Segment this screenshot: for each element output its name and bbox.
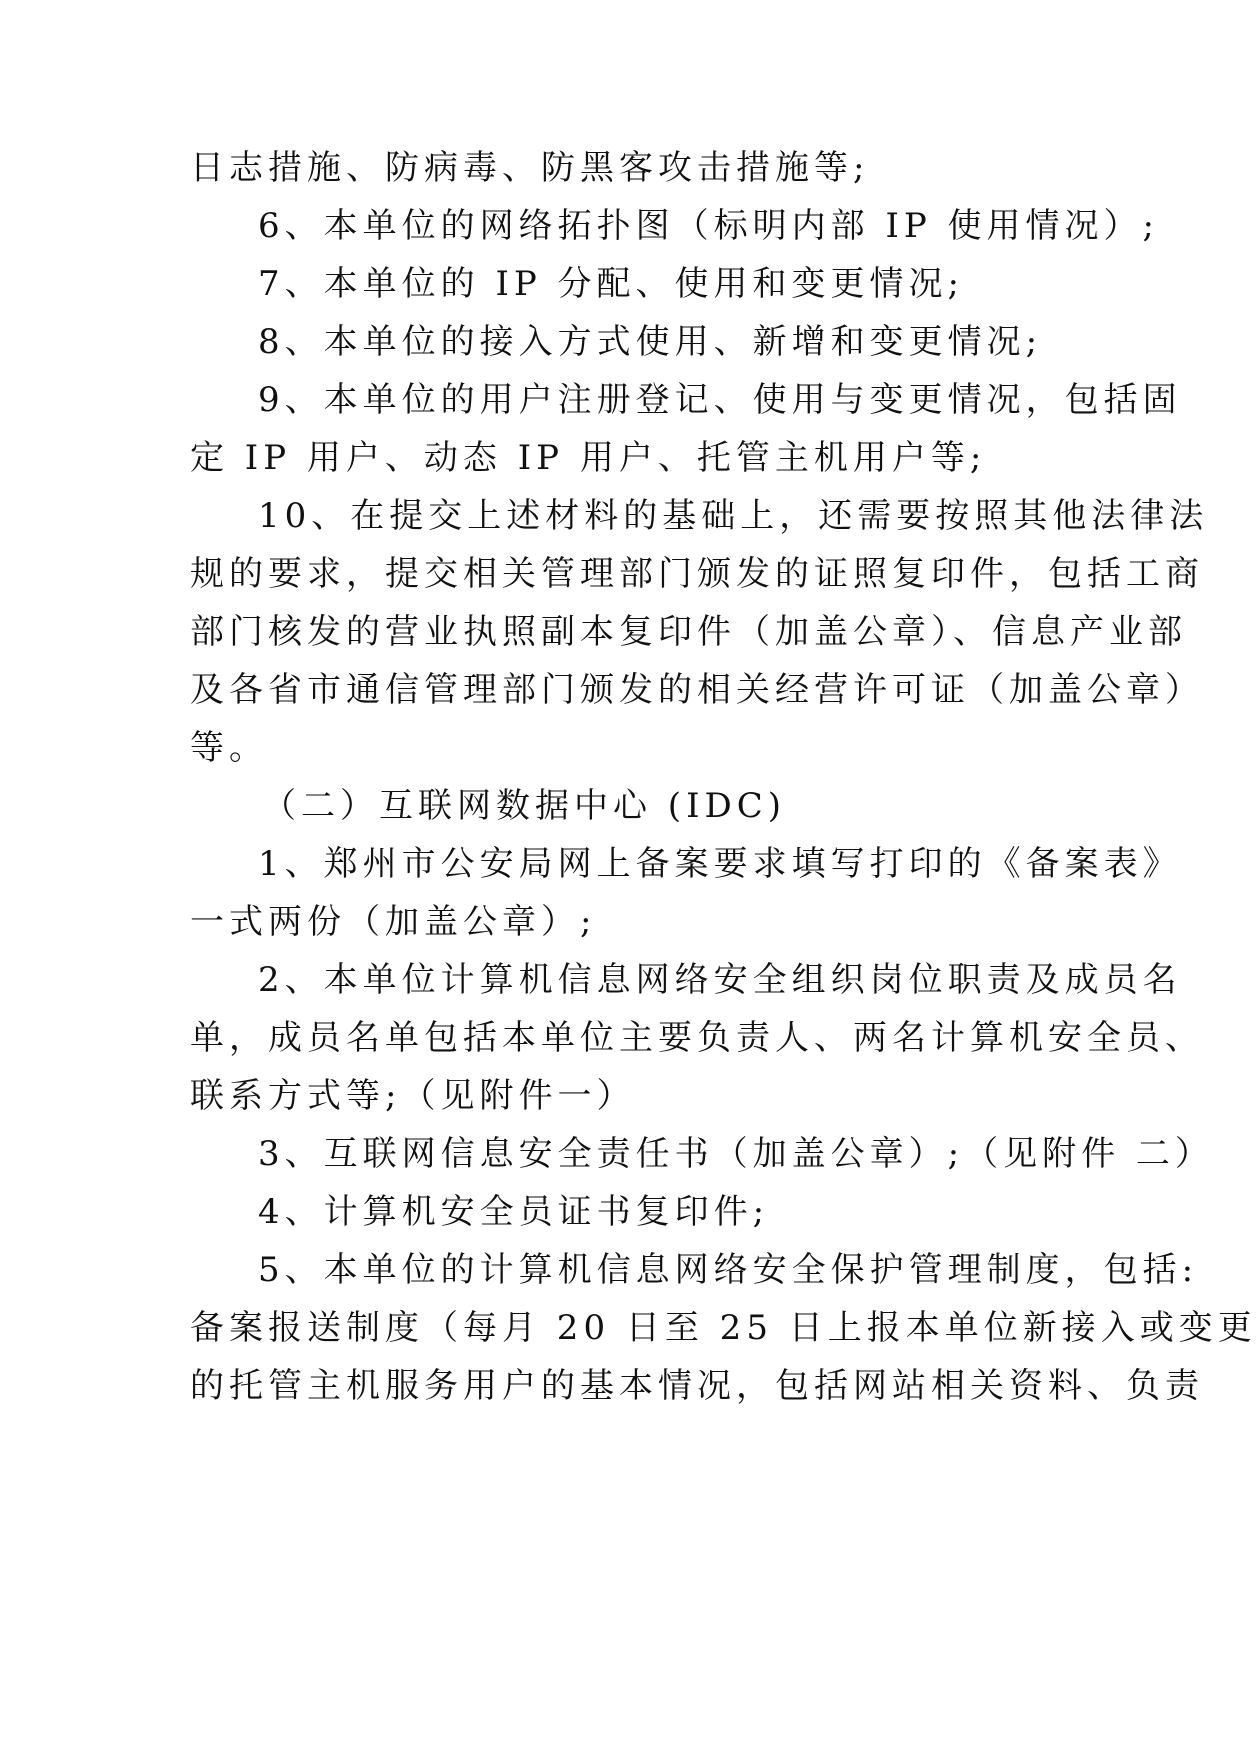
text-line: 的托管主机服务用户的基本情况，包括网站相关资料、负责 [190,1366,1204,1406]
text-line: 等。 [190,728,268,768]
text-line: 单，成员名单包括本单位主要负责人、两名计算机安全员、 [190,1018,1204,1058]
text-line: 规的要求，提交相关管理部门颁发的证照复印件，包括工商 [190,554,1204,594]
list-item-7: 7、本单位的 IP 分配、使用和变更情况; [258,264,965,304]
text-line: 部门核发的营业执照副本复印件（加盖公章）、信息产业部 [190,612,1187,652]
text-line: 备案报送制度（每月 20 日至 25 日上报本单位新接入或变更 [190,1308,1257,1348]
list-item-4: 4、计算机安全员证书复印件; [258,1192,770,1232]
text-line: 及各省市通信管理部门颁发的相关经营许可证（加盖公章） [190,670,1204,710]
text-line: 联系方式等;（见附件一） [190,1076,636,1116]
list-item-8: 8、本单位的接入方式使用、新增和变更情况; [258,322,1043,362]
text-line: 一式两份（加盖公章）; [190,902,597,942]
section-heading: （二）互联网数据中心 (IDC) [262,786,787,826]
list-item-10: 10、在提交上述材料的基础上，还需要按照其他法律法 [258,496,1209,536]
list-item-2: 2、本单位计算机信息网络安全组织岗位职责及成员名 [258,960,1182,1000]
list-item-9: 9、本单位的用户注册登记、使用与变更情况，包括固 [258,380,1182,420]
list-item-6: 6、本单位的网络拓扑图（标明内部 IP 使用情况）; [258,206,1160,246]
text-line: 日志措施、防病毒、防黑客攻击措施等; [190,148,870,188]
list-item-3: 3、互联网信息安全责任书（加盖公章）;（见附件 二） [258,1134,1214,1174]
list-item-5: 5、本单位的计算机信息网络安全保护管理制度，包括: [258,1250,1199,1290]
text-line: 定 IP 用户、动态 IP 用户、托管主机用户等; [190,438,987,478]
list-item-1: 1、郑州市公安局网上备案要求填写打印的《备案表》 [258,844,1182,884]
